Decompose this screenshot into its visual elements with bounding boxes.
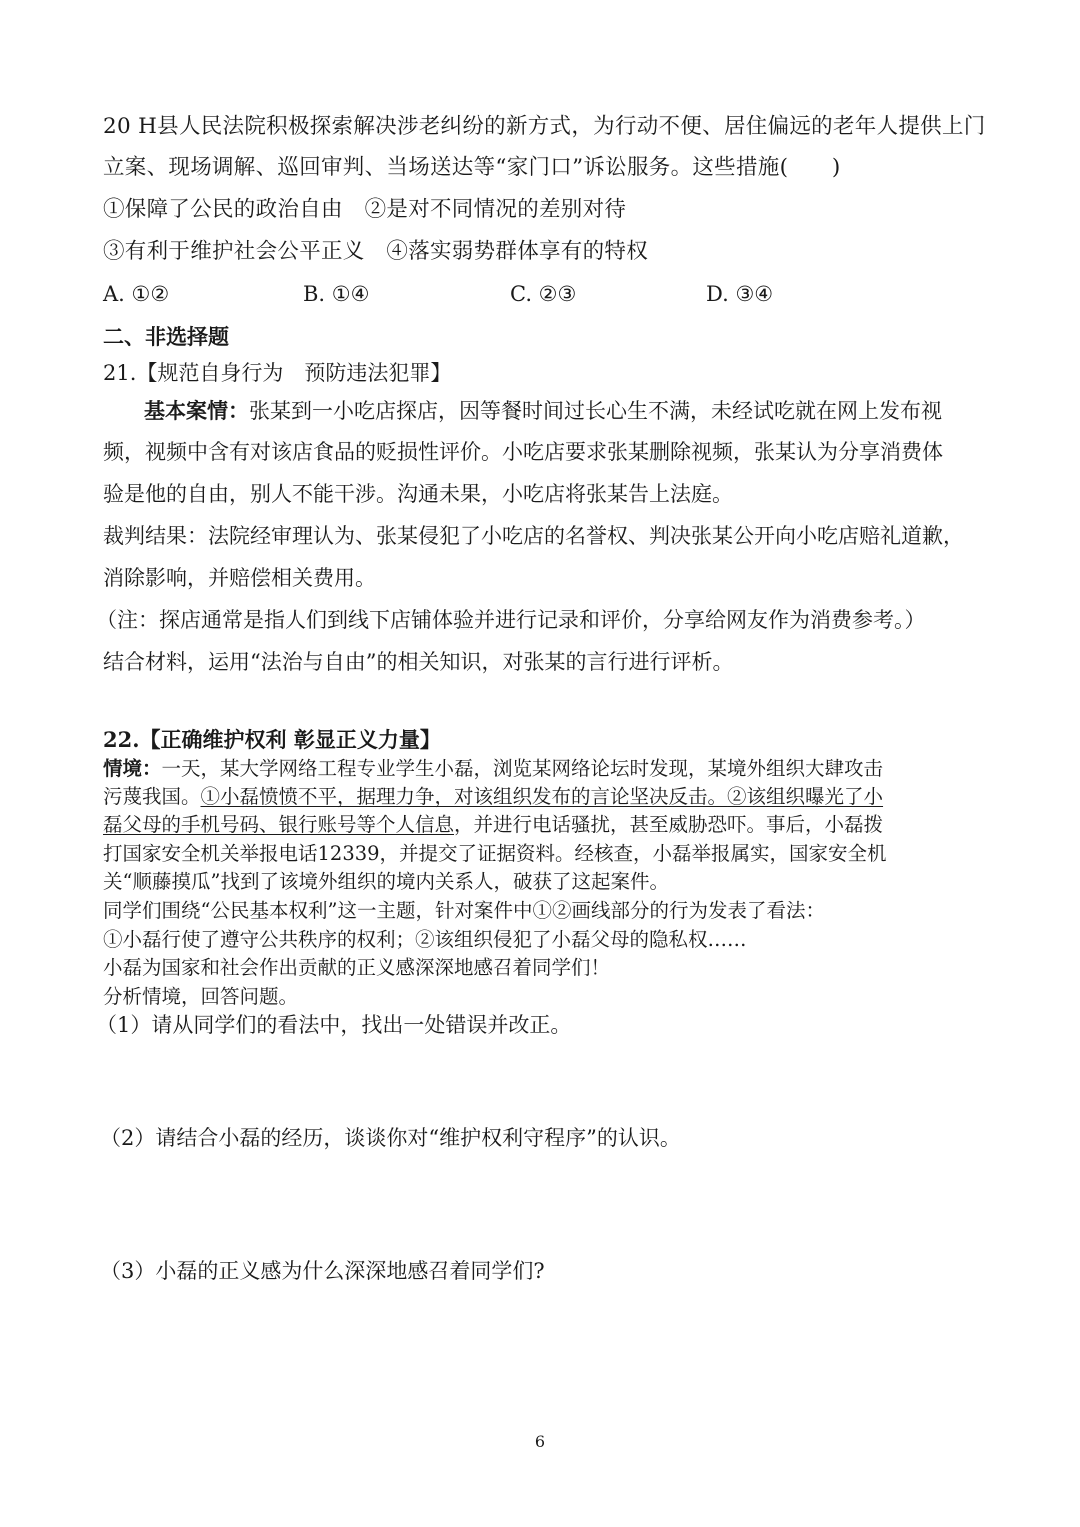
q22-context-line-3: [103, 812, 883, 838]
q22-sub-question-1: （1）请从同学们的看法中，找出一处错误并改正。: [96, 1013, 572, 1037]
q22-context-line-2: [103, 784, 883, 810]
q21-case-label: 基本案情：: [144, 398, 249, 423]
q22-underlined-2-start: ②该组织曝光了小: [727, 785, 884, 808]
q22-title: 22.【正确维护权利 彰显正义力量】: [103, 727, 441, 752]
q21-case-line-2: 频，视频中含有对该店食品的贬损性评价。小吃店要求张某删除视频，张某认为分享消费体: [103, 440, 943, 464]
q22-context-line-8: 小磊为国家和社会作出贡献的正义感深深地感召着同学们！: [103, 956, 611, 979]
q22-context-line-6: 同学们围绕“公民基本权利”这一主题，针对案件中①②画线部分的行为发表了看法：: [103, 899, 825, 922]
q22-context-line-7: ①小磊行使了遵守公共秩序的权利；②该组织侵犯了小磊父母的隐私权……: [103, 928, 747, 951]
q22-underlined-1: ①小磊愤愤不平，据理力争，对该组织发布的言论坚决反击。: [200, 785, 728, 808]
q20-stem-line-1: 20 H县人民法院积极探索解决涉老纠纷的新方式，为行动不便、居住偏远的老年人提供上门: [103, 114, 986, 139]
q20-statements-2: ③有利于维护社会公平正义 ④落实弱势群体享有的特权: [103, 239, 649, 264]
q22-context-text-2a: 污蔑我国。: [103, 785, 201, 808]
q21-case-line-1: [144, 396, 942, 426]
q20-option-b: B. ①④: [303, 282, 370, 306]
q21-verdict-line-2: 消除影响，并赔偿相关费用。: [103, 566, 376, 590]
q20-option-c: C. ②③: [510, 282, 577, 306]
q20-option-a: A. ①②: [103, 282, 170, 306]
page-number: 6: [534, 1432, 546, 1451]
q22-context-label: 情境：: [103, 757, 162, 780]
q21-verdict-line-1: 裁判结果：法院经审理认为、张某侵犯了小吃店的名誉权、判决张某公开向小吃店赔礼道歉，: [103, 524, 964, 548]
q22-prompt: 分析情境，回答问题。: [103, 985, 299, 1008]
q22-context-line-1: [103, 756, 883, 782]
section-title: 二、非选择题: [103, 324, 229, 349]
q22-sub-question-2: （2）请结合小磊的经历，谈谈你对“维护权利守程序”的认识。: [100, 1126, 681, 1150]
q22-context-text-1: 一天，某大学网络工程专业学生小磊，浏览某网络论坛时发现，某境外组织大肆攻击: [161, 757, 884, 780]
q20-option-d: D. ③④: [706, 282, 774, 306]
q22-sub-question-3: （3）小磊的正义感为什么深深地感召着同学们?: [100, 1259, 545, 1283]
q22-context-text-3b: ，并进行电话骚扰，甚至威胁恐吓。事后，小磊拨: [454, 813, 884, 836]
q21-title: 21.【规范自身行为 预防违法犯罪】: [103, 361, 452, 385]
q21-case-text-1: 张某到一小吃店探店，因等餐时间过长心生不满，未经试吃就在网上发布视: [249, 399, 942, 423]
q20-stem-line-2: 立案、现场调解、巡回审判、当场送达等“家门口”诉讼服务。这些措施( ): [103, 155, 841, 180]
q21-case-line-3: 验是他的自由，别人不能干涉。沟通未果，小吃店将张某告上法庭。: [103, 482, 733, 506]
q21-question: 结合材料，运用“法治与自由”的相关知识，对张某的言行进行评析。: [103, 650, 734, 674]
q22-context-line-5: 关“顺藤摸瓜”找到了该境外组织的境内关系人，破获了这起案件。: [103, 870, 669, 893]
q22-context-line-4: 打国家安全机关举报电话12339，并提交了证据资料。经核查，小磊举报属实，国家安全机: [103, 842, 887, 865]
q20-statements-1: ①保障了公民的政治自由 ②是对不同情况的差别对待: [103, 197, 627, 222]
q21-note: （注：探店通常是指人们到线下店铺体验并进行记录和评价，分享给网友作为消费参考。）: [96, 608, 926, 632]
q22-underlined-2-end: 磊父母的手机号码、银行账号等个人信息: [103, 813, 455, 836]
